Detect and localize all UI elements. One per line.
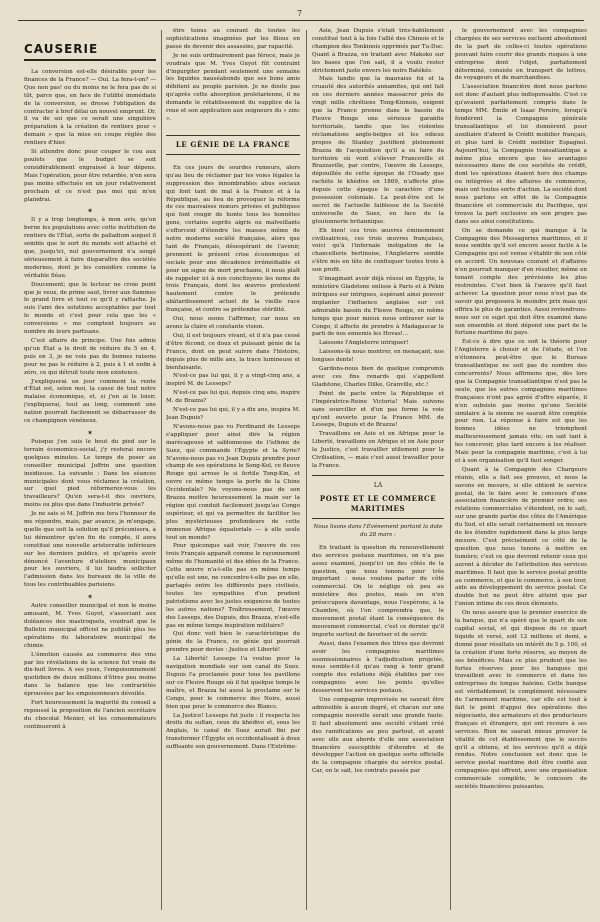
column-2 <box>166 28 300 912</box>
paragraph: C'est affaire de principe. Une fois admis qu'un État a le droit de réduire du 5 en 4, puis en 3, je ne vois pas de bonnes raisons pour ne pas le réduire à 2, puis à 1 et enfin à zéro, ce qui détruit toute mon existence. <box>24 338 156 376</box>
star-separator: ✶ <box>87 207 93 216</box>
article-title-prefix: LA <box>373 481 383 489</box>
column-divider <box>161 30 162 910</box>
column-3 <box>312 28 444 912</box>
paragraph: Eh bien! ces trois œuvres éminemment civilisatrices, ces trois œuvres françaises, voici qu'à l'infernale instigation de la chancellerie berlinoise, l'Angleterre semble s'être mis en tête de confisquer toutes trois à son profit. <box>312 227 444 274</box>
paragraph: La Liberté! Lesseps l'a voulue pour la navigation mondiale sur son canal de Suez. Dupuis l'a proclamée pour tous les pavillons sur ce Fleuve Rouge où il fut quelque temps le maître, et Brazza lui aussi la proclame sur le Congo, pour le commerce des Noirs, aussi bien que pour le commerce des Blancs. <box>166 656 300 710</box>
paragraph: Point de pacte entre la République et l'Impératrice-Reine Victoria! Mais suivons sans sourciller et d'un pas ferme la voie qu'ont ouverte pour la France MM. de Lesseps, Dupuis et de Brazza! <box>312 390 444 429</box>
paragraph: Mais tandis que la mauvaise foi et la cruauté des autorités annamites, qui ont fait en ces derniers années massacrer près de vingt mille chrétiens Tong-Kinnois, exigent que la France prenne dans le bassin du Fleuve Rouge une sérieuse garantie territoriale, tandis que les violentes réclamations anglo-belges et les odieux propos de Stanley justifient pleinement Brazza de l'acquisition qu'il a su faire du territoire où vont s'élever Franceville et Brazzaville, par contre, l'œuvre de Lesseps, dépouillée de cette époque de l'Ouady que rachète le khédive en 1869, n'affecte plus depuis cette époque le caractère d'une possession coloniale. La peut-être est le secret de l'actuelle faiblesse de la Société universelle de Suez, en face de la gloutonnerie britannique. <box>312 76 444 225</box>
paragraph: Oui, il est toujours vivant, et il n'a pas cessé d'être fécond, ce doux et puissant génie de la France, dont on peut suivre dans l'histoire, depuis plus de mille ans, la trace lumineuse et bienfaisante. <box>166 332 300 371</box>
paragraph: La conversion est-elle désirable pour les finances de la France? — Oui. La fera-t-on? — Que non pas! ou du moins ne le fera pas de si tôt, parce que, en face de l'utilité immédiate de la conversion, se dresse l'obligation de contracter à bref délai un nouvel emprunt. Or, il va de soi que ce serait une singulière préparation à la création de rentiers pour « demain » que la mise en coupe réglée des rentiers d'hier. <box>24 69 156 147</box>
paragraph: Doucement; que le lecteur ne croie point que je veux, de prime saut, livrer aux flammes le grand livre et tout ce qu'il y rattache. Je suis l'ami des solutions acceptables par tout le monde et c'est pour cela que les « conversions » me comptent toujours au nombre de leurs partisans. <box>24 281 156 336</box>
paragraph: Si attendre donc pour couper le cou aux poulets que le budget se soit considérablement engraissé à leur dépens. Mais l'opération, pour être retardée, n'en sera pas moins effectuée en un jour relativement prochain et ce n'est pas moi qui m'en plaindrai. <box>24 149 156 203</box>
paragraph: On nous assure que le premier exercice de la banque, qui n'a opéré que le quart de son capital social, et qui dispose de ce quart liquide et versé, soit 12 millions et demi, a donné pour résultats un intérêt de 5 p. 100, et la création d'une forte réserve, au moyen de ses bénéfices. Mais ce plus prudent que les fortes réserves pour les banques qui travaillent avec le commerce et dans les entreprises de longue haleine. Cette banque est véritablement le complément nécessaire de l'armement maritime, car elle est tout à fait le point d'appui des opérations des négociants, des armateurs et des producteurs français et étrangers, qui ont recours à ses services. Rien ne saurait mieux prouver la vitalité de cet établissement que le succès qu'il a obtenu, et les services qu'il a déjà rendus. Notre conclusion est donc que le service postal maritime doit être confié aux compagnies qui offrent, avec une organisation commerciale complète, le concours de sociétés financières puissantes. <box>455 610 587 791</box>
paragraph: On se demande ce qui manque à la Compagnie des Messageries maritimes, et il nous semble qu'il est encore assez facile à la Compagnie qui est venue s'établir de son côté en accord. Un nouveau courant et d'affaires n'en pourrait manquer d'en résulter, même en tenant compte des prévisions les plus restreintes. C'est bien là l'œuvre qu'il faut achever. La question pour nous n'est pas de savoir qui proposera le moindre prix mais qui offrira le plus de garanties. Aussi reviendrons-nous sur ce sujet qui doit être examiné dans son ensemble et dont dépend une part de la fortune maritime du pays. <box>455 227 587 337</box>
paragraph: Qui donc voit bien le caractéristique du génie de la France, ce génie qui pourrait prendre pour devise : Justice et Liberté! <box>166 631 300 654</box>
paragraph: Pour quiconque sait voir, l'œuvre de ces trois Français apparaît comme le rayonnement même de l'humanité et des idées de la France. Cette œuvre n'a-t-elle pas en même temps qu'elle est une, ne concentre-t-elle pas en elle, partagés entre les différents pays civilisés, toutes les sympathies d'un prudent patriotisme avec les justes exigences de toutes les autres nations? Traîtreusement, l'œuvre des Lesseps, des Dupuis, des Brazza, n'est-elle pas en même temps inspiration militaire? <box>166 543 300 629</box>
paragraph: J'expliquerai un jour comment la rente d'État est, selon moi, la cause de tout notre malaise économique, et, si j'en ai le loisir, j'expliquerai, tout au long, comment une nation pourrait facilement se débarrasser de ce champignon vénéneux. <box>24 378 156 425</box>
paragraph: Oui, nous osons l'affirmer, car nous en avons la claire et constante vision. <box>166 316 300 330</box>
article-rule <box>312 518 444 519</box>
column-divider <box>306 30 307 910</box>
paragraph: Puisque j'en suis le bout du pied sur le terrain économico-social, j'y resterai encore quelques minutes. Le temps de poser au conseiller municipal Joffrin une question insidieuse. La suivante : Dans les séances municipales dont vous réclamez la création, sur quel pied réformerez-vous les travailleurs? Qu'en sera-t-il des ouvriers, moins ou plus que dans l'industrie privée? <box>24 438 156 509</box>
paragraph: En ces jours de sourdes rumeurs, alors qu'au lieu de réclamer par les voies légales la suppression des innombrables abus sociaux qui font tant de mal à la France et à la République, au lieu de provoquer la réforme de ces mauvaises mœurs privées et publiques qui font rougir de honte tous les honnêtes gens, certains esprits aigris ou malveillants s'efforcent d'étendre les masses même de notre moderne société française, alors que tant de Français, désespérant de l'avenir, prennent le présent crise économique et sociale pour une décadence irrémédiable et pour un signe de mort prochaine, il nous plaît de rappeler ici à nos concitoyens les noms de trois Français, dont les œuvres protestent hautement contre le prétendu abâtardissement actuel de la vieille race française, et contre sa prétendue stérilité. <box>166 164 300 314</box>
paragraph: Je ne sais si M. Joffrin me fera l'honneur de me répondre, mais, par avance, je m'engage, quelle que soit la solution qu'il préconisera, à lui démontrer qu'en fin de compte, il aura constitué une nouvelle aristocratie inférieure sur les derniers publics, et qu'après avoir dénoncé l'aventure d'ateliers municipaux pour les ouvriers, il lui faudra solliciter l'admission dans les bureaux de la ville de tous les contribuables parisiens. <box>24 511 156 589</box>
paragraph: L'émotion causée au commerce des vins par les révélations de la science fut vraie de dix-huit livres. A ses yeux, l'empoisonnement quotidien de deux millions d'êtres peu moins dans la balance que les contrariétés éprouvées par les empoisonneurs dévoilés. <box>24 651 156 698</box>
paragraph: En traitant la question du renouvellement des services postaux maritimes, on n'a pas assez examiné, jusqu'ici un des côtés de la question, que nous tenons pour très important : nous voulons parler du côté commercial. On le néglige où peu au ministère des postes, mais on n'en préoccupera davantage, nous l'espérons, à la Chambre, où l'on comprendra que, le mouvement postal étant la conséquence du mouvement commercial, c'est ce dernier qu'il importe surtout de favoriser et de servir. <box>312 544 444 638</box>
star-separator: ✶ <box>87 593 93 602</box>
paragraph: N'est-ce pas lui qui, il y a vingt-cinq ans, a inspiré M. de Lesseps? <box>166 373 300 388</box>
column-divider <box>450 30 451 910</box>
article-title: POSTE ET LE COMMERCE MARITIMES <box>319 493 437 513</box>
page-number: 7 <box>296 9 304 18</box>
paragraph: Une compagnie improvisée ne saurait être admissible à aucun degré, et chacun sur une compagnie nouvelle serait une grande faute. Il faut absolument une société s'étant créé des ramifications au peu partout, et ayant avec elle aux abords d'elle une association financière susceptible d'étendre et de développer l'action en quelque sorte officielle de la compagnie chargée du service postal. Car, on le sait, les contrats passés par <box>312 697 444 775</box>
paragraph: Gardons-nous bien de quelque compromis avec ces fins renards qui s'appellent Gladstone, Charles Dilke, Granville, etc.! <box>312 366 444 388</box>
paragraph: N'est-ce pas lui qui, il y a dix ans, inspira M. Jean Dupuis? <box>166 407 300 421</box>
paragraph: Laissons-là nous montrer, en menaçant, nos longues dents! <box>312 349 444 364</box>
paragraph: Travaillons en Asie et en Afrique pour la Liberté, travaillons en Afrique et en Asie pour la Justice, c'est travailler utilement pour la Civilisation, — mais c'est aussi travailler pour la France. <box>312 431 444 469</box>
article-subtitle: Nous lisons dans l'Événement portant la date du 28 mars : <box>313 523 443 538</box>
article-rule <box>166 135 300 136</box>
paragraph: Je ne suis ordinairement pas féroce, mais je voudrais que M. Yves Guyot fût contraint d'ingurgiter pendant seulement une semaine les liquides nauséabonds que ses bons amis débitent au peuple parisien. Je ne doute pas qu'après cette absorption proletarienne, il ne demande le rétablissement du supplice de la roue et son application aux seigneurs du « zinc ». <box>166 52 300 122</box>
column-1 <box>24 28 156 912</box>
paragraph: N'est-ce pas lui qui, depuis cinq ans, inspire M. de Brazza? <box>166 390 300 405</box>
paragraph: Laissons l'Angleterre intriguer! <box>319 340 409 347</box>
article-title: LE GÉNIE DE LA FRANCE <box>175 139 291 149</box>
paragraph: être tenus au courant de toutes les sophistications imaginées par les filous en passe de devenir des assassins, par rapacité. <box>166 28 300 50</box>
paragraph: Aussi, dans l'examen des titres que devront avoir les compagnies maritimes soumissionnaires à l'adjudication projetée, nous semble-t-il qu'au rang à tenir grand compte des relations déjà établies par ces compagnies avec les points qu'elles desservent les services postaux. <box>312 640 444 695</box>
paragraph: N'avons-nous pas vu Ferdinand de Lesseps s'appliquer pour ainsi dire la région marécageuse et sablonneuse de l'isthme de Suez, qui commande l'Égypte et la Syrie? N'avons-nous pas vu Jean Dupuis prendre pour champ de ses opérations le Song-Koï, ce fleuve Rouge qui arrose le si fertile Tong-Kin, et ouvre ce même temps la porte de la Chine Occidentale? Ne voyons-nous pas de son Brazza mettre heureusement la main sur la région qui conduit facilement jusqu'au Congo supérieur, et qui va permettre de faciliter les plus mystérieuses profondeurs de cette immense Afrique équatoriale — à elle seule tout un monde? <box>166 423 300 541</box>
paragraph: Fort heureusement la majorité du conseil a repoussé la proposition de l'ancien secrétaire du chocolat Menier, et les consommateurs continueront à <box>24 700 156 730</box>
section-title: CAUSERIE <box>24 42 99 56</box>
paragraph: Est-ce à dire que ce soit la théorie pour l'Angleterre à choisir et de l'étude, et l'on n'étonnera peut-être que le Bureau transatlantique ne soit pas du nombre des concurrents? Nous affirmons que, dès lors que la Compagnie transatlantique n'est pas la seule, que les autres compagnies maritimes françaises n'ont pas agréé d'offre séparée, il n'en subsiste pas moins qu'une Société similaire à la sienne ne saurait être comptée pour rien. La réponse à faire est que les bonnes idées ne triomphent malheureusement jamais vite; on sait tant à les concevoir, plus tard encore à les réaliser. Mais pour la compagnie maritime, c'est à lui et à son organisation qu'il faut songer. <box>455 339 587 464</box>
paragraph: Autre conseiller municipal et non le moins amusant, M. Yves Guyot, s'associant aux doléances des mastroquets, voudrait que le Bulletin municipal officiel ne publiât plus les opérations du laboratoire municipal de chimie. <box>24 603 156 649</box>
top-rule <box>18 20 584 21</box>
paragraph: Quant à la Compagnie des Chargeurs réunis, elle a fait ses preuves, et nous la savons en mesure, si elle obtient le service postal, de le faire avec le concours d'une association financière de premier ordre; ses relations commerciales s'étendent, on le sait, sur une grande partie des côtes de l'Amérique du Sud, et elle serait certainement en mesure de les étendre rapidement dans la plus large mesure. C'est précisément ce côté de la question que nous tenons à mettre en lumière; c'est ce que devront retenir ceux qui auront à décider de l'attribution des services maritimes. Il faut que le service postal profite au commerce, et que le commerce, à son tour, aide au développement du service postal. Ce double but ne peut être atteint que par l'union intime de ces deux éléments. <box>455 466 587 608</box>
article-rule <box>166 154 300 155</box>
paragraph: le gouvernement avec les compagnies chargées de ses services excluent absolument de la part de celles-ci toutes opérations pouvant faire courir des grands risques à une entreprise dont l'objet, parfaitement déterminé, consiste en transport de lettres, de voyageurs et de marchandises. <box>455 28 587 82</box>
star-separator: ✶ <box>87 428 93 437</box>
paragraph: Il y a trop longtemps, à mon avis, qu'on berne les populations avec cette institution de rentiers de l'État, sorte de palladium auquel il semble que le sort du monde soit attaché et que, jusqu'ici, nul gouvernement n'a songé sérieusement à faire disparaître des sociétés modernes, dont je les considère comme la véritable fléau. <box>24 217 156 279</box>
article-rule <box>312 475 444 476</box>
title-rule <box>24 59 156 61</box>
paragraph: S'imaginant avoir déjà réussi en Égypte, le ministère Gladstone enlisse à Paris et à Pékin intrigues sur intrigues, espérant ainsi pouvoir implanter l'influence anglaise sur cet admirable bassin du Fleuve Rouge, en même temps que pour mieux nous entraver sur le Congo, il affecte de prendre à Madagascar le parti de nos ennemis les Hovas!... <box>312 276 444 338</box>
paragraph: Asie, Jean Dupuis s'était très-habilement constitué tout à la fois l'allié des Chinois et le champion des Tonkinois opprimés par Tu-Duc. Quant à Brazza, en traitant avec Makoko sur les bases que l'on sait, il a voulu rester strictement juste envers les noirs Batékés. <box>312 28 444 74</box>
column-4 <box>455 28 587 912</box>
paragraph: La Justice! Lesseps fut juste : il respecta les droits du sultan, ceux du khédive et, sous les Anglais, le canal de Suez aurait fini par transformer l'Égypte en occidentalisant à doux suffisante son gouvernement. Dans l'Extrême- <box>166 712 300 751</box>
paragraph: L'association financière dont nous parlons est donc d'autant plus indispensable. C'est ce qu'avaient parfaitement compris dans le temps MM. Émile et Isaac Pereire, lorsqu'à fondèrent la Compagnie générale transatlantique et lui donnèrent pour auxiliaire d'abord le Crédit mobilier français, et plus tard le Crédit mobilier Espagnol. Aujourd'hui, la Compagnie transatlantique a même plus encore que les avantages nécessaires dans de ces sociétés de crédit, dont les opérations étaient hors des champs ou intégrées et des affaires de commerce, mais ont toutes sorte d'action. La société dont nous parlons en effet de la Compagnie financière et commerciale du Pacifique, qui trouve la part exclusive en son propre pas dans ses ainsi constitutions. <box>455 84 587 225</box>
